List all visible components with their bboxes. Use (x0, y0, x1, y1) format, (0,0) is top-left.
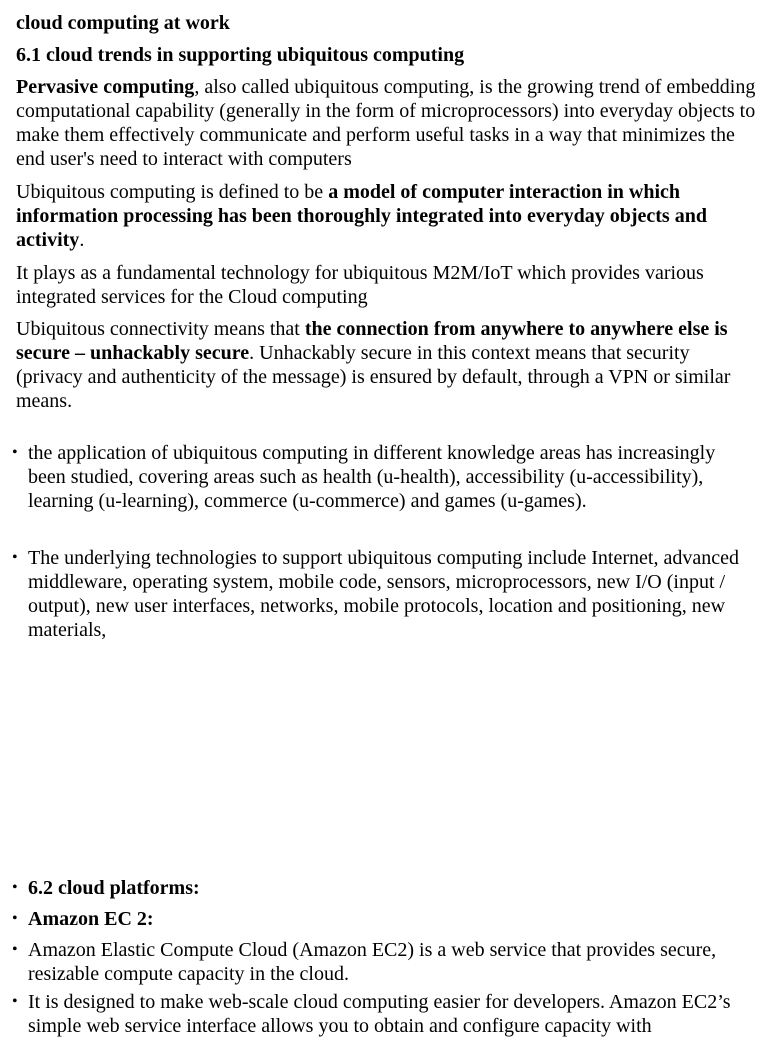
list-item (12, 990, 756, 1038)
paragraph-text: , also called ubiquitous computing, is the growing trend of embedding computational capability (generally in the form of microprocessors) into everyday objects to make them effectively communicate and perform useful tasks in a way that minimizes the end user's need to interact with computers (16, 76, 756, 170)
list-item (12, 876, 756, 900)
list-item-text: It is designed to make web-scale cloud computing easier for developers. Amazon EC2’s simple web service interface allows you to obtain and configure capacity with (28, 991, 731, 1037)
bullet-icon: • (12, 941, 18, 958)
bold-definition: a model of computer interaction in which information processing has been thoroughly integrated into everyday objects and activity (16, 181, 707, 251)
paragraph-ubiquitous-definition (16, 180, 756, 252)
subheading-amazon-ec2: Amazon EC 2: (28, 908, 154, 930)
paragraph-lead: Ubiquitous connectivity means that (16, 318, 305, 340)
paragraph-tail: . Unhackably secure in this context means that security (privacy and authenticity of the message) is ensured by default, through a VPN or similar means. (16, 342, 731, 412)
bullet-icon: • (12, 549, 18, 566)
bullet-icon: • (12, 910, 18, 927)
bullet-icon: • (12, 444, 18, 461)
bold-term: Pervasive computing (16, 76, 195, 98)
bullet-icon: • (12, 879, 18, 896)
document-title: cloud computing at work (16, 12, 230, 34)
paragraph-lead: Ubiquitous computing is defined to be (16, 181, 329, 203)
list-item (12, 441, 756, 513)
list-item (12, 907, 756, 931)
list-item-text: the application of ubiquitous computing in different knowledge areas has increasingly been studied, covering areas such as health (u-health), accessibility (u-accessibility), learning (u-learning), commerce (u-commerce) and games (u-games). (28, 442, 716, 512)
paragraph-tail: . (79, 229, 85, 251)
section-heading-cloud-platforms: 6.2 cloud platforms: (28, 877, 200, 899)
paragraph-pervasive-computing (16, 75, 756, 171)
section-heading: 6.1 cloud trends in supporting ubiquitous computing (16, 44, 465, 66)
paragraph-connectivity (16, 317, 756, 413)
paragraph-m2m-iot: It plays as a fundamental technology for ubiquitous M2M/IoT which provides various integrated services for the Cloud computing (16, 262, 704, 308)
bullet-icon: • (12, 993, 18, 1010)
list-item (12, 938, 756, 986)
bold-statement: the connection from anywhere to anywhere else is secure – unhackably secure (16, 318, 728, 364)
list-item-text: Amazon Elastic Compute Cloud (Amazon EC2) is a web service that provides secure, resizable compute capacity in the cloud. (28, 939, 717, 985)
list-item-text: The underlying technologies to support ubiquitous computing include Internet, advanced middleware, operating system, mobile code, sensors, microprocessors, new I/O (input / output), new user interfaces, networks, mobile protocols, location and positioning, new materials, (28, 547, 739, 641)
list-item (12, 546, 756, 642)
